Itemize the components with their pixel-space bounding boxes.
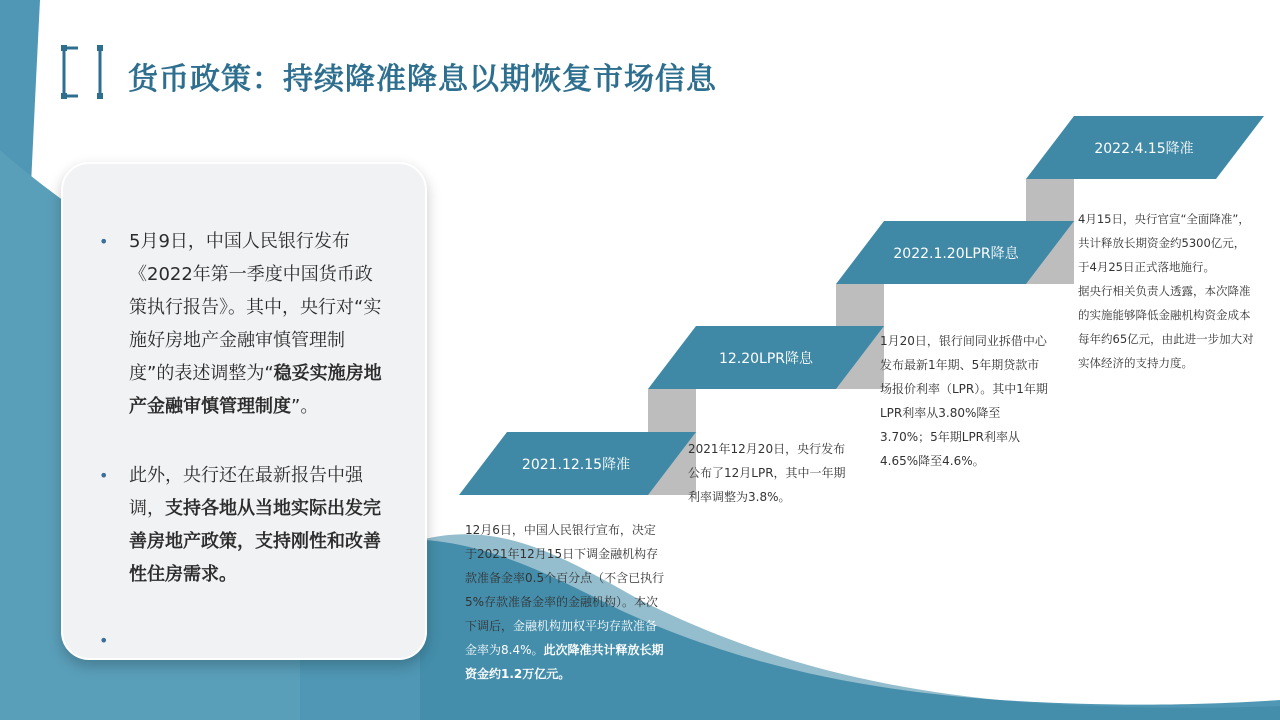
note-text-bold: 此次降准共计释放长期资金约1.2万亿元。 [465,643,664,681]
note-2022-1-20: 1月20日，银行间同业拆借中心发布最新1年期、5年期贷款市场报价利率（LPR）。其中1年期LPR利率从3.80%降至3.70%；5年期LPR利率从4.65%降至4.6%。 [880,334,1048,468]
note-12-20: 2021年12月20日，央行发布公布了12月LPR，其中一年期利率调整为3.8%。 [688,442,846,504]
note-text-light: 金融机构加权平均存款准备金率为8.4%。 [465,619,658,657]
note-text: 12月6日，中国人民银行宣布，决定于2021年12月15日下调金融机构存款准备金率0.5个百分点（不含已执行5%存款准备金率的金融机构）。本次下调后， [465,523,665,633]
page-title: 货币政策：持续降准降息以期恢复市场信息 [128,62,717,97]
note-2021-12-15 [465,518,665,686]
step-label: 12.20LPR降息 [718,351,814,367]
note-text: 4月15日，央行官宣“全面降准”，共计释放长期资金约5300亿元，于4月25日正式落地施行。 [1078,212,1250,274]
bullet-bold-text: 支持各地从当地实际出发完善房地产政策，支持刚性和改善性住房需求。 [129,498,381,585]
step-label: 2022.4.15降准 [1094,141,1194,157]
step-label: 2022.1.20LPR降息 [893,246,1019,262]
bullet-text: 5月9日，中国人民银行发布《2022年第一季度中国货币政策执行报告》。其中，央行对“实施好房地产金融审慎管理制度”的表述调整为“ [129,231,382,384]
bullet-bold-text: 稳妥实施房地产金融审慎管理制度 [129,363,382,417]
step-label: 2021.12.15降准 [521,457,631,473]
bullet-text: ”。 [291,396,319,417]
note-text: 据央行相关负责人透露，本次降准的实施能够降低金融机构资金成本每年约65亿元，由此进一步加大对实体经济的支持力度。 [1078,284,1254,370]
note-2022-4-15 [1078,207,1254,375]
bullet-text: 此外，央行还在最新报告中强调， [129,465,363,519]
